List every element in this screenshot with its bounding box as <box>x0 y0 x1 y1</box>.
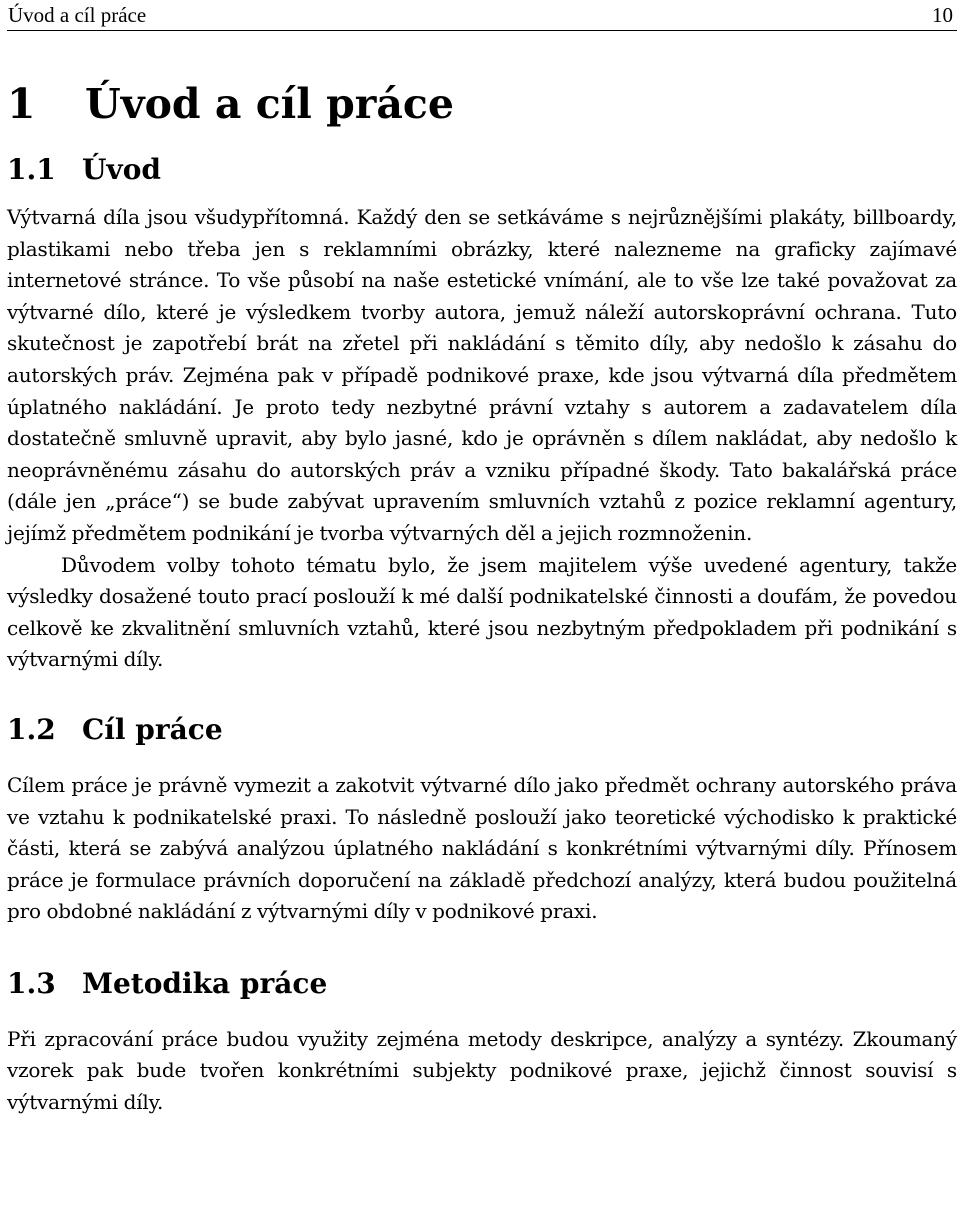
section-number: 1.2 <box>7 712 56 746</box>
section-heading-metodika-prace <box>7 964 957 1004</box>
section-title: Cíl práce <box>82 712 223 746</box>
section-title: Úvod <box>82 153 161 186</box>
chapter-number: 1 <box>7 80 36 128</box>
paragraph: Cílem práce je právně vymezit a zakotvit výtvarné dílo jako předmět ochrany autorského práva ve vztahu k podnikatelské praxi. To následně poslouží jako teoretické východisko k praktické části, která se zabývá analýzou úplatného nakládání s konkrétními výtvarnými díly. Přínosem práce je formulace právních doporučení na základě předchozí analýzy, která budou použitelná pro obdobné nakládání z výtvarnými díly v podnikové praxi. <box>7 772 957 924</box>
chapter-heading <box>7 76 957 132</box>
section-heading-cil-prace <box>7 710 957 750</box>
running-header-title: Úvod a cíl práce <box>8 3 147 27</box>
chapter-title: Úvod a cíl práce <box>85 80 454 128</box>
section-title: Metodika práce <box>82 966 328 1000</box>
paragraph: Při zpracování práce budou využity zejména metody deskripce, analýzy a syntézy. Zkoumaný vzorek pak bude tvořen konkrétními subjekty podnikové praxe, jejichž činnost souvisí s výtvarnými díly. <box>7 1026 957 1115</box>
running-header <box>7 0 957 31</box>
section-number: 1.1 <box>7 153 56 186</box>
section-number: 1.3 <box>7 966 56 1000</box>
paragraph: Výtvarná díla jsou všudypřítomná. Každý den se setkáváme s nejrůznějšími plakáty, billboardy, plastikami nebo třeba jen s reklamními obrázky, které nalezneme na graficky zajímavé internetové stránce. To vše působí na naše estetické vnímání, ale to vše lze také považovat za výtvarné dílo, které je výsledkem tvorby autora, jemuž náleží autorskoprávní ochrana. Tuto skutečnost je zapotřebí brát na zřetel při nakládání s těmito díly, aby nedošlo k zásahu do autorských práv. Zejména pak v případě podnikové praxe, kde jsou výtvarná díla předmětem úplatného nakládání. Je proto tedy nezbytné právní vztahy s autorem a zadavatelem díla dostatečně smluvně upravit, aby bylo jasné, kdo je oprávněn s dílem nakládat, aby nedošlo k neoprávněnému zásahu do autorských práv a vzniku případné škody. Tato bakalářská práce (dále jen „práce“) se bude zabývat upravením smluvních vztahů z pozice reklamní agentury, jejímž předmětem podnikání je tvorba výtvarných děl a jejich rozmnoženin. <box>7 205 957 545</box>
paragraph: Důvodem volby tohoto tématu bylo, že jsem majitelem výše uvedené agentury, takže výsledky dosažené touto prací poslouží k mé další podnikatelské činnosti a doufám, že povedou celkově ke zkvalitnění smluvních vztahů, které jsou nezbytným předpokladem při podnikání s výtvarnými díly. <box>7 552 957 672</box>
section-heading-uvod <box>7 150 957 190</box>
page-number: 10 <box>932 3 953 27</box>
